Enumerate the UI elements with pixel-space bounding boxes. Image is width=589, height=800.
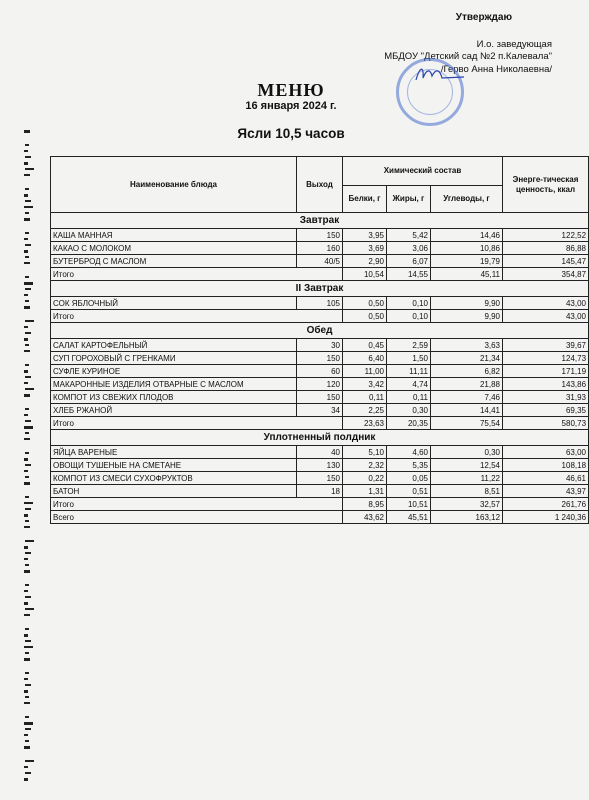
cell-portion: 120 bbox=[297, 378, 343, 391]
cell-energy: 145,47 bbox=[503, 255, 589, 268]
cell-portion: 40/5 bbox=[297, 255, 343, 268]
table-row bbox=[51, 391, 589, 404]
total-fat: 10,51 bbox=[387, 498, 431, 511]
total-fat: 20,35 bbox=[387, 417, 431, 430]
section-title: II Завтрак bbox=[51, 281, 589, 297]
cell-energy: 46,61 bbox=[503, 472, 589, 485]
section-row bbox=[51, 213, 589, 229]
total-protein: 23,63 bbox=[343, 417, 387, 430]
cell-portion: 150 bbox=[297, 229, 343, 242]
total-carbs: 9,90 bbox=[431, 310, 503, 323]
dish-name: СУФЛЕ КУРИНОЕ bbox=[51, 365, 297, 378]
cell-protein: 3,69 bbox=[343, 242, 387, 255]
column-header-portion: Выход bbox=[297, 157, 343, 213]
grand-total-protein: 43,62 bbox=[343, 511, 387, 524]
grand-total-energy: 1 240,36 bbox=[503, 511, 589, 524]
section-row bbox=[51, 430, 589, 446]
cell-energy: 122,52 bbox=[503, 229, 589, 242]
cell-fat: 0,10 bbox=[387, 297, 431, 310]
total-energy: 43,00 bbox=[503, 310, 589, 323]
cell-fat: 1,50 bbox=[387, 352, 431, 365]
column-header-fat: Жиры, г bbox=[387, 186, 431, 213]
cell-fat: 3,06 bbox=[387, 242, 431, 255]
cell-energy: 124,73 bbox=[503, 352, 589, 365]
cell-carbs: 0,30 bbox=[431, 446, 503, 459]
table-row bbox=[51, 446, 589, 459]
cell-portion: 160 bbox=[297, 242, 343, 255]
cell-portion: 30 bbox=[297, 339, 343, 352]
cell-portion: 150 bbox=[297, 472, 343, 485]
approval-organization: МБДОУ "Детский сад №2 п.Калевала" bbox=[384, 51, 552, 62]
cell-protein: 2,32 bbox=[343, 459, 387, 472]
dish-name: КАША МАННАЯ bbox=[51, 229, 297, 242]
cell-carbs: 21,34 bbox=[431, 352, 503, 365]
cell-protein: 11,00 bbox=[343, 365, 387, 378]
table-row bbox=[51, 404, 589, 417]
cell-portion: 18 bbox=[297, 485, 343, 498]
cell-fat: 11,11 bbox=[387, 365, 431, 378]
section-row bbox=[51, 281, 589, 297]
total-label: Итого bbox=[51, 498, 343, 511]
section-title: Завтрак bbox=[51, 213, 589, 229]
cell-fat: 6,07 bbox=[387, 255, 431, 268]
menu-table-body bbox=[51, 213, 589, 524]
cell-fat: 0,51 bbox=[387, 485, 431, 498]
approval-heading: Утверждаю bbox=[455, 12, 512, 23]
total-label: Итого bbox=[51, 268, 343, 281]
cell-carbs: 10,86 bbox=[431, 242, 503, 255]
table-row bbox=[51, 229, 589, 242]
total-carbs: 75,54 bbox=[431, 417, 503, 430]
cell-energy: 39,67 bbox=[503, 339, 589, 352]
approval-signatory: /Герво Анна Николаевна/ bbox=[440, 63, 552, 75]
table-row bbox=[51, 339, 589, 352]
cell-carbs: 11,22 bbox=[431, 472, 503, 485]
total-carbs: 32,57 bbox=[431, 498, 503, 511]
cell-fat: 4,60 bbox=[387, 446, 431, 459]
cell-protein: 0,45 bbox=[343, 339, 387, 352]
cell-energy: 143,86 bbox=[503, 378, 589, 391]
cell-protein: 2,90 bbox=[343, 255, 387, 268]
menu-date: 16 января 2024 г. bbox=[245, 100, 337, 112]
section-row bbox=[51, 323, 589, 339]
dish-name: КАКАО С МОЛОКОМ bbox=[51, 242, 297, 255]
cell-energy: 43,00 bbox=[503, 297, 589, 310]
total-energy: 354,87 bbox=[503, 268, 589, 281]
dish-name: СОК ЯБЛОЧНЫЙ bbox=[51, 297, 297, 310]
dish-name: МАКАРОННЫЕ ИЗДЕЛИЯ ОТВАРНЫЕ С МАСЛОМ bbox=[51, 378, 297, 391]
cell-energy: 86,88 bbox=[503, 242, 589, 255]
dish-name: ХЛЕБ РЖАНОЙ bbox=[51, 404, 297, 417]
cell-protein: 0,22 bbox=[343, 472, 387, 485]
column-header-protein: Белки, г bbox=[343, 186, 387, 213]
cell-protein: 2,25 bbox=[343, 404, 387, 417]
column-header-carbs: Углеводы, г bbox=[431, 186, 503, 213]
cell-fat: 0,30 bbox=[387, 404, 431, 417]
cell-portion: 40 bbox=[297, 446, 343, 459]
section-total-row bbox=[51, 417, 589, 430]
cell-portion: 150 bbox=[297, 391, 343, 404]
table-row bbox=[51, 378, 589, 391]
cell-protein: 1,31 bbox=[343, 485, 387, 498]
total-fat: 14,55 bbox=[387, 268, 431, 281]
cell-energy: 31,93 bbox=[503, 391, 589, 404]
section-title: Уплотненный полдник bbox=[51, 430, 589, 446]
cell-energy: 69,35 bbox=[503, 404, 589, 417]
total-label: Итого bbox=[51, 310, 343, 323]
dish-name: САЛАТ КАРТОФЕЛЬНЫЙ bbox=[51, 339, 297, 352]
table-row bbox=[51, 242, 589, 255]
cell-fat: 4,74 bbox=[387, 378, 431, 391]
grand-total-label: Всего bbox=[51, 511, 343, 524]
cell-carbs: 7,46 bbox=[431, 391, 503, 404]
scan-edge-marks bbox=[24, 130, 38, 790]
section-total-row bbox=[51, 498, 589, 511]
table-row bbox=[51, 472, 589, 485]
cell-energy: 63,00 bbox=[503, 446, 589, 459]
cell-portion: 130 bbox=[297, 459, 343, 472]
document-title: МЕНЮ bbox=[257, 80, 325, 100]
section-title: Обед bbox=[51, 323, 589, 339]
dish-name: ОВОЩИ ТУШЕНЫЕ НА СМЕТАНЕ bbox=[51, 459, 297, 472]
total-protein: 8,95 bbox=[343, 498, 387, 511]
cell-energy: 108,18 bbox=[503, 459, 589, 472]
dish-name: БУТЕРБРОД С МАСЛОМ bbox=[51, 255, 297, 268]
total-label: Итого bbox=[51, 417, 343, 430]
grand-total-fat: 45,51 bbox=[387, 511, 431, 524]
total-energy: 261,76 bbox=[503, 498, 589, 511]
cell-carbs: 14,46 bbox=[431, 229, 503, 242]
cell-fat: 5,35 bbox=[387, 459, 431, 472]
cell-fat: 5,42 bbox=[387, 229, 431, 242]
cell-fat: 0,05 bbox=[387, 472, 431, 485]
dish-name: СУП ГОРОХОВЫЙ С ГРЕНКАМИ bbox=[51, 352, 297, 365]
section-total-row bbox=[51, 268, 589, 281]
dish-name: КОМПОТ ИЗ СМЕСИ СУХОФРУКТОВ bbox=[51, 472, 297, 485]
cell-protein: 6,40 bbox=[343, 352, 387, 365]
grand-total-row bbox=[51, 511, 589, 524]
total-protein: 10,54 bbox=[343, 268, 387, 281]
dish-name: ЯЙЦА ВАРЕНЫЕ bbox=[51, 446, 297, 459]
dish-name: БАТОН bbox=[51, 485, 297, 498]
cell-protein: 3,95 bbox=[343, 229, 387, 242]
cell-portion: 105 bbox=[297, 297, 343, 310]
approval-position: И.о. заведующая bbox=[476, 38, 552, 50]
total-carbs: 45,11 bbox=[431, 268, 503, 281]
cell-energy: 43,97 bbox=[503, 485, 589, 498]
table-row bbox=[51, 352, 589, 365]
cell-carbs: 21,88 bbox=[431, 378, 503, 391]
cell-carbs: 14,41 bbox=[431, 404, 503, 417]
table-row bbox=[51, 365, 589, 378]
cell-portion: 150 bbox=[297, 352, 343, 365]
column-header-dish: Наименование блюда bbox=[51, 157, 297, 213]
cell-portion: 60 bbox=[297, 365, 343, 378]
table-row bbox=[51, 297, 589, 310]
column-header-chemical-composition: Химический состав bbox=[343, 157, 503, 186]
table-row bbox=[51, 255, 589, 268]
total-protein: 0,50 bbox=[343, 310, 387, 323]
cell-carbs: 6,82 bbox=[431, 365, 503, 378]
cell-energy: 171,19 bbox=[503, 365, 589, 378]
cell-protein: 5,10 bbox=[343, 446, 387, 459]
cell-carbs: 12,54 bbox=[431, 459, 503, 472]
dish-name: КОМПОТ ИЗ СВЕЖИХ ПЛОДОВ bbox=[51, 391, 297, 404]
cell-fat: 2,59 bbox=[387, 339, 431, 352]
cell-protein: 3,42 bbox=[343, 378, 387, 391]
section-total-row bbox=[51, 310, 589, 323]
cell-carbs: 19,79 bbox=[431, 255, 503, 268]
cell-carbs: 9,90 bbox=[431, 297, 503, 310]
cell-protein: 0,50 bbox=[343, 297, 387, 310]
cell-carbs: 3,63 bbox=[431, 339, 503, 352]
menu-group-subtitle: Ясли 10,5 часов bbox=[237, 126, 345, 141]
cell-carbs: 8,51 bbox=[431, 485, 503, 498]
table-row bbox=[51, 459, 589, 472]
table-row bbox=[51, 485, 589, 498]
menu-table bbox=[50, 156, 589, 524]
cell-portion: 34 bbox=[297, 404, 343, 417]
total-energy: 580,73 bbox=[503, 417, 589, 430]
column-header-energy: Энерге-тическая ценность, ккал bbox=[503, 157, 589, 213]
total-fat: 0,10 bbox=[387, 310, 431, 323]
grand-total-carbs: 163,12 bbox=[431, 511, 503, 524]
cell-fat: 0,11 bbox=[387, 391, 431, 404]
cell-protein: 0,11 bbox=[343, 391, 387, 404]
